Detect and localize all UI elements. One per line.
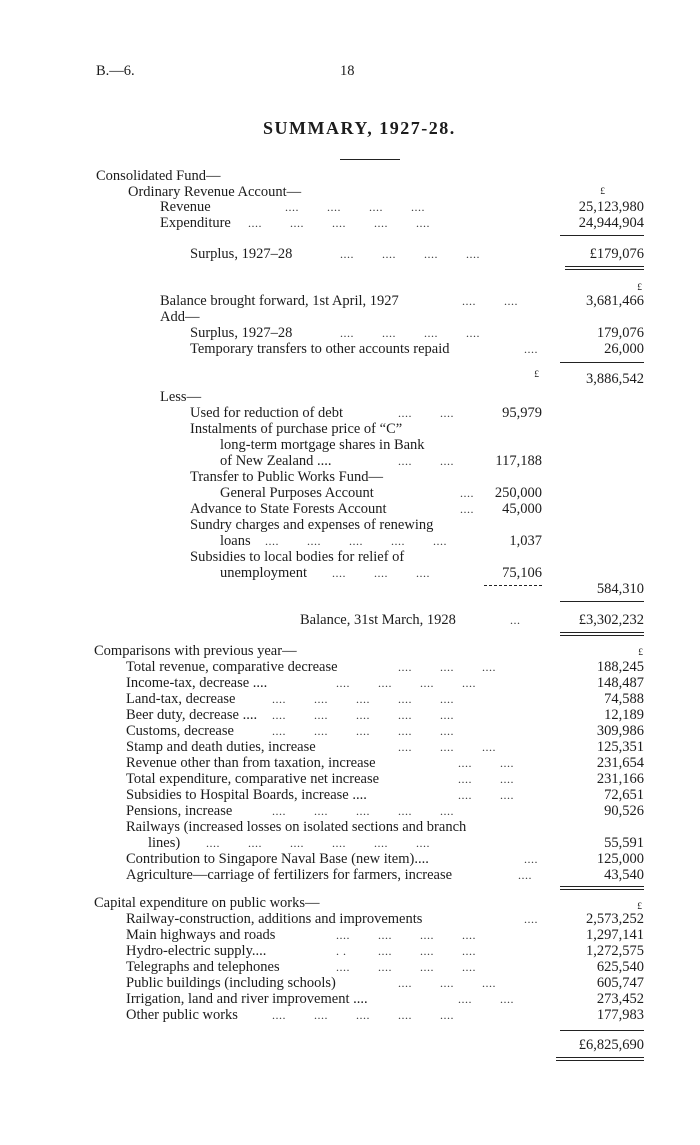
capital-item-value: 273,452 — [596, 991, 644, 1007]
general-purposes-value: 250,000 — [494, 485, 542, 501]
state-forests-value: 45,000 — [502, 501, 542, 517]
capital-total-rule — [560, 1030, 644, 1031]
agriculture-value: 43,540 — [604, 867, 644, 883]
agriculture-label: Agriculture—carriage of fertilizers for farmers, increase — [126, 867, 453, 883]
comparisons-double-rule-bottom — [560, 889, 644, 890]
singapore-value: 125,000 — [596, 851, 644, 867]
comparison-item-value: 309,986 — [596, 723, 644, 739]
capital-item-value: 177,983 — [596, 1007, 644, 1023]
sundry-charges-line-2: loans — [220, 533, 251, 549]
state-forests-label: Advance to State Forests Account — [190, 501, 387, 517]
add-label: Add— — [160, 309, 200, 325]
balance-forward-label: Balance brought forward, 1st April, 1927 — [160, 293, 399, 309]
report-reference: B.—6. — [96, 63, 135, 79]
capital-total-value: £6,825,690 — [578, 1037, 644, 1053]
temporary-transfers-value: 26,000 — [604, 341, 644, 357]
less-currency-unit: £ — [534, 370, 539, 380]
add-surplus-label: Surplus, 1927–28 — [190, 325, 293, 341]
capital-item-value: 1,297,141 — [586, 927, 644, 943]
comparison-item-label: Pensions, increase — [126, 803, 233, 819]
expenditure-value: 24,944,904 — [578, 215, 644, 231]
comparison-item-value: 72,651 — [604, 787, 644, 803]
page-title: SUMMARY, 1927-28. — [263, 118, 456, 138]
page-number: 18 — [340, 63, 355, 79]
currency-unit: £ — [600, 187, 605, 197]
comparison-item-value: 148,487 — [596, 675, 644, 691]
general-purposes-label: General Purposes Account — [220, 485, 374, 501]
capital-heading: Capital expenditure on public works— — [94, 895, 320, 911]
instalments-line-2: long-term mortgage shares in Bank — [220, 437, 425, 453]
instalments-value: 117,188 — [495, 453, 542, 469]
capital-double-rule-top — [556, 1057, 644, 1058]
comparison-item-label: Subsidies to Hospital Boards, increase .... — [126, 787, 367, 803]
railways-value: 55,591 — [604, 835, 644, 851]
title-rule — [340, 159, 400, 160]
capital-item-label: Hydro-electric supply.... — [126, 943, 267, 959]
instalments-line-3: of New Zealand .... — [220, 453, 332, 469]
closing-double-rule-bottom — [560, 635, 644, 636]
closing-double-rule-top — [560, 632, 644, 633]
capital-item-label: Main highways and roads — [126, 927, 276, 943]
consolidated-fund-heading: Consolidated Fund— — [96, 168, 221, 184]
singapore-label: Contribution to Singapore Naval Base (new item).... — [126, 851, 429, 867]
capital-currency-unit: £ — [637, 902, 642, 912]
closing-balance-value: £3,302,232 — [578, 612, 644, 628]
double-rule-top — [565, 266, 644, 267]
capital-item-label: Railway-construction, additions and improvements — [126, 911, 423, 927]
comparison-item-label: Revenue other than from taxation, increase — [126, 755, 376, 771]
comparison-item-value: 188,245 — [596, 659, 644, 675]
subsidies-line-2: unemployment — [220, 565, 307, 581]
comparisons-currency-unit: £ — [638, 648, 643, 658]
balance-forward-value: 3,681,466 — [586, 293, 644, 309]
capital-item-value: 625,540 — [596, 959, 644, 975]
sundry-charges-line-1: Sundry charges and expenses of renewing — [190, 517, 434, 533]
railways-line-2: lines) — [148, 835, 181, 851]
temporary-transfers-label: Temporary transfers to other accounts repaid — [190, 341, 450, 357]
capital-item-label: Public buildings (including schools) — [126, 975, 336, 991]
comparison-item-label: Total revenue, comparative decrease — [126, 659, 338, 675]
currency-unit-2: £ — [637, 283, 642, 293]
comparison-item-label: Total expenditure, comparative net increase — [126, 771, 380, 787]
less-subtotal-rule — [484, 585, 542, 586]
subsidies-line-1: Subsidies to local bodies for relief of — [190, 549, 405, 565]
capital-item-value: 1,272,575 — [586, 943, 644, 959]
comparison-item-value: 231,654 — [596, 755, 644, 771]
sum-rule — [560, 235, 644, 236]
surplus-value: £179,076 — [589, 246, 644, 262]
comparison-item-value: 12,189 — [604, 707, 644, 723]
less-label: Less— — [160, 389, 202, 405]
capital-item-label: Telegraphs and telephones — [126, 959, 280, 975]
add-surplus-value: 179,076 — [596, 325, 644, 341]
expenditure-label: Expenditure — [160, 215, 231, 231]
revenue-label: Revenue — [160, 199, 211, 215]
subsidies-value: 75,106 — [502, 565, 542, 581]
comparisons-double-rule-top — [560, 886, 644, 887]
instalments-line-1: Instalments of purchase price of “C” — [190, 421, 403, 437]
double-rule-bottom — [565, 269, 644, 270]
sundry-charges-value: 1,037 — [509, 533, 542, 549]
comparison-item-value: 90,526 — [604, 803, 644, 819]
comparison-item-value: 231,166 — [596, 771, 644, 787]
comparison-item-label: Income-tax, decrease .... — [126, 675, 268, 691]
public-works-transfer-label: Transfer to Public Works Fund— — [190, 469, 383, 485]
comparison-item-label: Land-tax, decrease — [126, 691, 236, 707]
comparison-item-label: Customs, decrease — [126, 723, 234, 739]
ordinary-revenue-heading: Ordinary Revenue Account— — [128, 184, 302, 200]
less-total-value: 584,310 — [596, 581, 644, 597]
comparison-item-value: 125,351 — [596, 739, 644, 755]
debt-reduction-value: 95,979 — [502, 405, 542, 421]
closing-balance-label: Balance, 31st March, 1928 — [300, 612, 456, 628]
comparison-item-value: 74,588 — [604, 691, 644, 707]
capital-item-label: Irrigation, land and river improvement .... — [126, 991, 368, 1007]
subtotal-rule — [560, 362, 644, 363]
railways-line-1: Railways (increased losses on isolated sections and branch — [126, 819, 467, 835]
capital-item-label: Other public works — [126, 1007, 238, 1023]
comparison-item-label: Beer duty, decrease .... — [126, 707, 258, 723]
capital-item-value: 2,573,252 — [586, 911, 644, 927]
revenue-value: 25,123,980 — [578, 199, 644, 215]
capital-double-rule-bottom — [556, 1060, 644, 1061]
comparison-item-label: Stamp and death duties, increase — [126, 739, 316, 755]
surplus-label: Surplus, 1927–28 — [190, 246, 293, 262]
closing-rule — [560, 601, 644, 602]
comparisons-heading: Comparisons with previous year— — [94, 643, 297, 659]
subtotal-value: 3,886,542 — [586, 371, 644, 387]
debt-reduction-label: Used for reduction of debt — [190, 405, 344, 421]
capital-item-value: 605,747 — [596, 975, 644, 991]
